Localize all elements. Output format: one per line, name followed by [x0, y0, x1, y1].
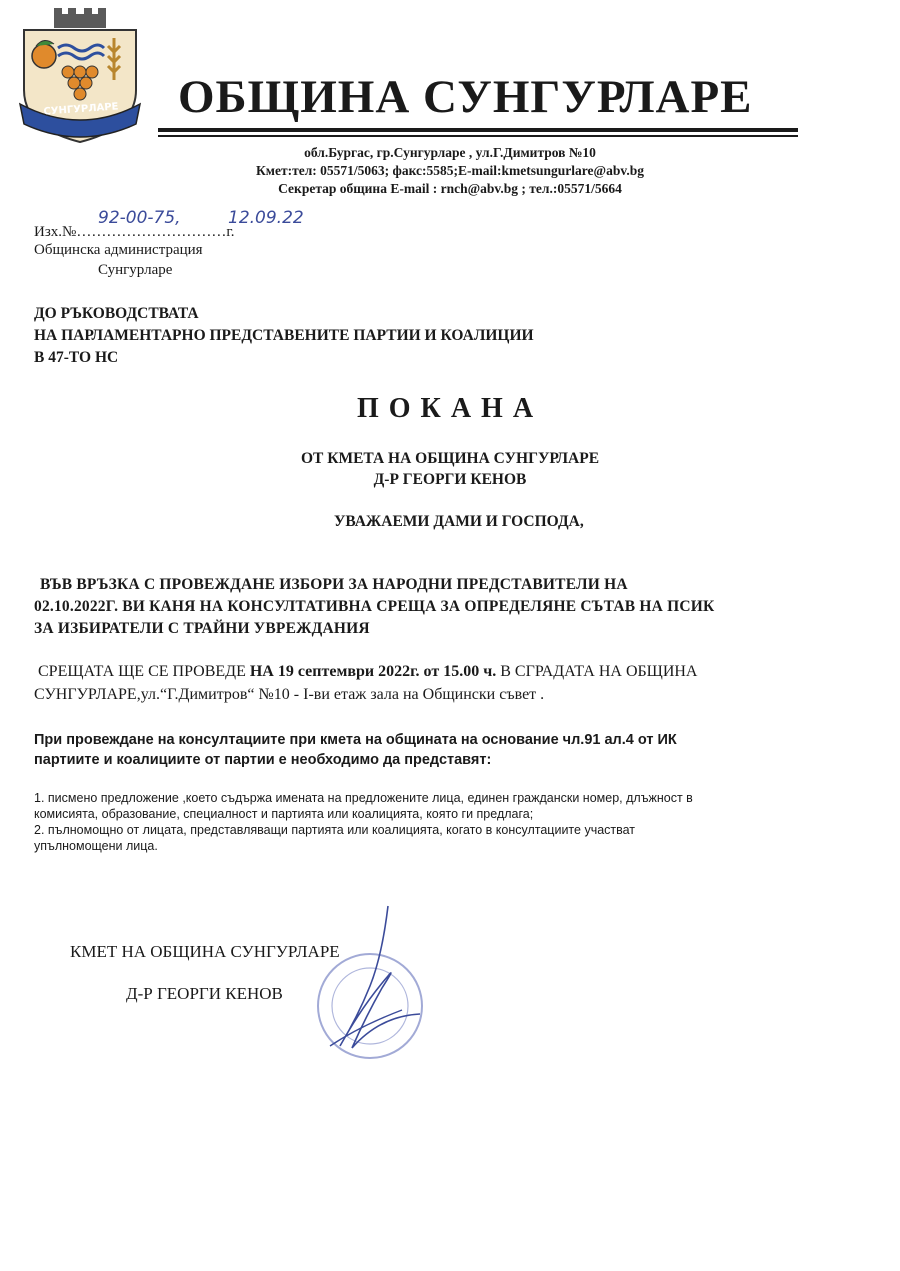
from-line1: ОТ КМЕТА НА ОБЩИНА СУНГУРЛАРЕ [300, 450, 600, 467]
address-line: обл.Бургас, гр.Сунгурларе , ул.Г.Димитров №10 [304, 145, 596, 160]
reference-label: Изх.№ [34, 224, 77, 240]
handwritten-reference-date: 12.09.22 [228, 208, 304, 228]
page-title: ОБЩИНА СУНГУРЛАРЕ [178, 71, 753, 123]
requirement-item1-line1: 1. писмено предложение ,което съдържа имената на предложените лица, единен граждански номер, длъжност в [34, 791, 693, 805]
requirement-item2-line1: 2. пълномощно от лицата, представляващи партията или коалицията, когато в консултациите участват [34, 823, 636, 837]
purpose-line2: 02.10.2022Г. ВИ КАНЯ НА КОНСУЛТАТИВНА СРЕЩА ЗА ОПРЕДЕЛЯНЕ СЪТАВ НА ПСИК [34, 598, 715, 615]
title-rule-thin [158, 135, 798, 137]
requirements-note-line2: партиите и коалициите от партии е необходимо да представят: [34, 752, 492, 768]
greeting: УВАЖАЕМИ ДАМИ И ГОСПОДА, [334, 513, 584, 530]
requirement-item1-line2: комисията, образование, специалност и партията или коалицията, която ги предлага; [34, 807, 534, 821]
recipient-line3: В 47-ТО НС [34, 349, 119, 366]
stamp-and-signature [270, 896, 440, 1066]
title-rule-thick [158, 128, 798, 132]
meeting-line2: СУНГУРЛАРЕ,ул.“Г.Димитров“ №10 - I-ви етаж зала на Общински съвет . [34, 686, 545, 703]
meeting-place-start: В СГРАДАТА НА ОБЩИНА [496, 663, 698, 680]
purpose-line1: ВЪВ ВРЪЗКА С ПРОВЕЖДАНЕ ИЗБОРИ ЗА НАРОДНИ ПРЕДСТАВИТЕЛИ НА [40, 576, 628, 593]
meeting-intro: СРЕЩАТА ЩЕ СЕ ПРОВЕДЕ [38, 663, 250, 680]
invitation-heading: ПОКАНА [356, 393, 544, 424]
meeting-date-time: НА 19 септември 2022г. от 15.00 ч. [249, 663, 497, 680]
requirements-note-line1: При провеждане на консултациите при кмета на общината на основание чл.91 ал.4 от ИК [34, 732, 677, 748]
admin-line1: Общинска администрация [34, 242, 203, 258]
reference-suffix: г. [226, 224, 235, 240]
crest-ribbon-text: СУНГУРЛАРЕ [43, 101, 119, 118]
secretary-contacts-line: Секретар община E-mail : rnch@abv.bg ; тел.:05571/5664 [278, 181, 622, 196]
reference-dots: ………………………… [76, 224, 227, 240]
mayor-contacts-line: Кмет:тел: 05571/5063; факс:5585;E-mail:kmetsungurlare@abv.bg [255, 163, 644, 178]
purpose-line3: ЗА ИЗБИРАТЕЛИ С ТРАЙНИ УВРЕЖДАНИЯ [34, 620, 370, 637]
handwritten-reference-number: 92-00-75, [98, 208, 181, 228]
recipient-line1: ДО РЪКОВОДСТВАТА [34, 305, 199, 322]
signature-name: Д-Р ГЕОРГИ КЕНОВ [126, 984, 283, 1003]
from-line2: Д-Р ГЕОРГИ КЕНОВ [373, 471, 527, 488]
signature-title: КМЕТ НА ОБЩИНА СУНГУРЛАРЕ [70, 942, 340, 961]
requirement-item2-line2: упълномощени лица. [34, 839, 158, 853]
meeting-line1 [38, 663, 697, 681]
recipient-line2: НА ПАРЛАМЕНТАРНО ПРЕДСТАВЕНИТЕ ПАРТИИ И КОАЛИЦИИ [34, 327, 534, 344]
municipality-crest-logo [14, 8, 146, 144]
admin-line2: Сунгурларе [98, 262, 173, 278]
